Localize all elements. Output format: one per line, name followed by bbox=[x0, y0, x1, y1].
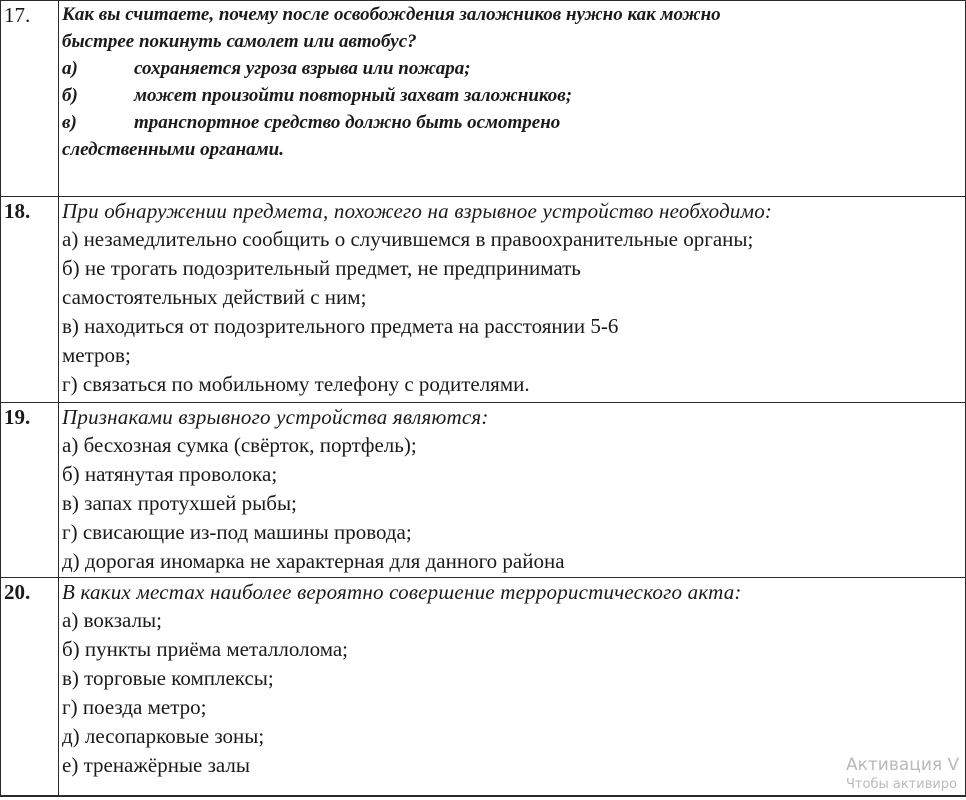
answer-option: а) незамедлительно сообщить о случившемся в правоохранительные органы; bbox=[62, 227, 754, 251]
option-text: сохраняется угроза взрыва или пожара; bbox=[134, 58, 471, 79]
option-text: может произойти повторный захват заложников; bbox=[134, 85, 573, 106]
answer-option: б) натянутая проволока; bbox=[62, 462, 278, 486]
question-text-line: Как вы считаете, почему после освобождения заложников нужно как можно bbox=[62, 4, 721, 25]
question-row-18 bbox=[1, 197, 966, 403]
answer-option: б) пункты приёма металлолома; bbox=[62, 637, 348, 661]
option-text: транспортное средство должно быть осмотрено bbox=[134, 112, 561, 133]
option-letter: а) bbox=[62, 58, 78, 79]
answer-option-continuation: следственными органами. bbox=[62, 139, 284, 160]
question-title: Признаками взрывного устройства являются: bbox=[62, 405, 489, 429]
question-number: 18. bbox=[1, 197, 59, 403]
answer-option: е) тренажёрные залы bbox=[62, 753, 251, 777]
watermark-line: Чтобы активиро bbox=[846, 777, 958, 792]
answer-option: в) торговые комплексы; bbox=[62, 666, 274, 690]
watermark-line: Активация V bbox=[846, 755, 960, 775]
question-row-20 bbox=[1, 578, 966, 797]
answer-option bbox=[62, 82, 965, 109]
answer-option: д) лесопарковые зоны; bbox=[62, 724, 265, 748]
question-body bbox=[59, 1, 966, 197]
answer-option: в) находиться от подозрительного предмета на расстоянии 5-6 bbox=[62, 314, 619, 338]
answer-option bbox=[62, 55, 965, 82]
question-title: В каких местах наиболее вероятно совершение террористического акта: bbox=[62, 580, 742, 604]
answer-option: г) поезда метро; bbox=[62, 695, 207, 719]
answer-option: в) запах протухшей рыбы; bbox=[62, 491, 297, 515]
answer-option-continuation: метров; bbox=[62, 343, 131, 367]
question-row-17 bbox=[1, 1, 966, 197]
question-number: 17. bbox=[1, 1, 59, 197]
answer-option-continuation: самостоятельных действий с ним; bbox=[62, 285, 367, 309]
answer-option bbox=[62, 109, 965, 136]
question-body bbox=[59, 403, 966, 578]
option-letter: в) bbox=[62, 112, 77, 133]
activation-watermark bbox=[846, 754, 966, 794]
answer-option: г) связаться по мобильному телефону с родителями. bbox=[62, 372, 530, 396]
answer-option: г) свисающие из-под машины провода; bbox=[62, 520, 412, 544]
answer-option: а) вокзалы; bbox=[62, 608, 162, 632]
question-title: При обнаружении предмета, похожего на взрывное устройство необходимо: bbox=[62, 199, 773, 223]
answer-option: б) не трогать подозрительный предмет, не предпринимать bbox=[62, 256, 581, 280]
question-row-19 bbox=[1, 403, 966, 578]
question-number: 19. bbox=[1, 403, 59, 578]
question-text-line: быстрее покинуть самолет или автобус? bbox=[62, 31, 417, 52]
option-letter: б) bbox=[62, 85, 78, 106]
question-body bbox=[59, 578, 966, 797]
answer-option: а) бесхозная сумка (свёрток, портфель); bbox=[62, 433, 417, 457]
table-bottom-rule bbox=[0, 795, 966, 797]
question-body bbox=[59, 197, 966, 403]
answer-option: д) дорогая иномарка не характерная для данного района bbox=[62, 549, 565, 573]
question-number: 20. bbox=[1, 578, 59, 797]
